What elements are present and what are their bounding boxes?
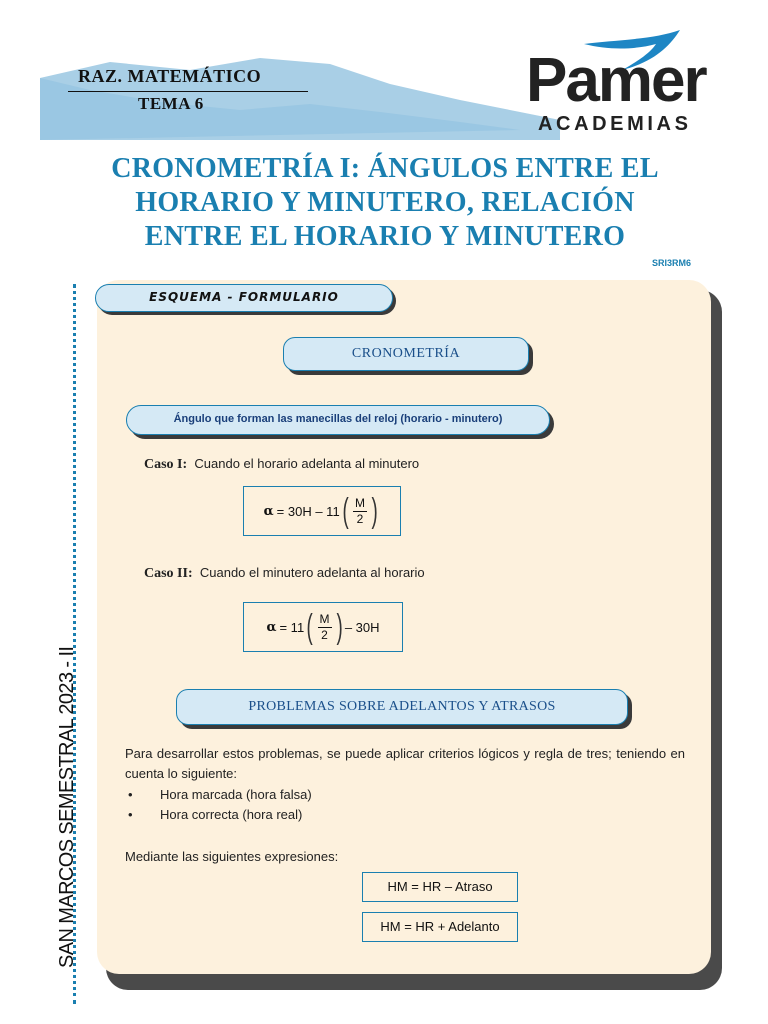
fraction-m-over-2 [353, 496, 367, 527]
fraction-denominator: 2 [321, 627, 328, 642]
fraction-denominator: 2 [356, 511, 364, 526]
title-line-2: HORARIO Y MINUTERO, RELACIÓN [135, 187, 635, 218]
bullet-icon: • [128, 807, 133, 822]
expressions-intro: Mediante las siguientes expresiones: [125, 849, 339, 864]
list-item-text: Hora correcta (hora real) [160, 807, 303, 822]
problemas-intro: Para desarrollar estos problemas, se puede aplicar criterios lógicos y regla de tres; teniendo en cuenta lo siguiente: [125, 746, 685, 781]
caso-1-statement [144, 456, 419, 473]
formula-2-rhs: – 30H [344, 619, 380, 635]
list-item [128, 805, 312, 825]
caso-1-label: Caso I: [144, 457, 188, 472]
header-wave-decoration [0, 40, 560, 140]
subject-label: RAZ. MATEMÁTICO [78, 66, 262, 86]
list-item-text: Hora marcada (hora falsa) [160, 787, 312, 802]
section-header-problemas: PROBLEMAS SOBRE ADELANTOS Y ATRASOS [176, 689, 628, 725]
header-divider [68, 91, 308, 92]
formula-1-lhs: = 30H – 11 [276, 503, 340, 519]
title-line-1: CRONOMETRÍA I: ÁNGULOS ENTRE EL [111, 153, 659, 184]
section-header-cronometria: CRONOMETRÍA [283, 337, 529, 371]
paren-open: ( [342, 492, 349, 530]
caso-1-text: Cuando el horario adelanta al minutero [194, 456, 420, 471]
section-header-angulo: Ángulo que forman las manecillas del reloj (horario - minutero) [126, 405, 550, 435]
paren-close: ) [336, 608, 343, 646]
side-course-label: SAN MARCOS SEMESTRAL 2023 - II [56, 646, 78, 968]
alpha-symbol: α [263, 503, 274, 519]
title-line-3: ENTRE EL HORARIO Y MINUTERO [144, 221, 626, 252]
logo-subtitle: ACADEMIAS [538, 113, 692, 135]
paren-open: ( [306, 608, 313, 646]
document-code: SRI3RM6 [652, 258, 692, 268]
caso-2-label: Caso II: [144, 566, 193, 581]
formula-adelanto: HM = HR + Adelanto [362, 912, 518, 942]
bullet-icon: • [128, 787, 133, 802]
alpha-symbol: α [266, 619, 277, 635]
paren-close: ) [371, 492, 378, 530]
fraction-numerator: M [355, 495, 366, 510]
scheme-tag: ESQUEMA - FORMULARIO [95, 284, 393, 312]
logo-wordmark: Pamer [526, 46, 706, 115]
fraction-numerator: M [319, 611, 330, 626]
caso-2-text: Cuando el minutero adelanta al horario [199, 565, 425, 580]
list-item [128, 785, 312, 805]
caso-2-statement [144, 565, 425, 582]
formula-caso-2 [243, 602, 403, 652]
bullet-list [128, 785, 312, 825]
formula-caso-1 [243, 486, 401, 536]
fraction-m-over-2 [318, 612, 332, 643]
page-title [40, 152, 730, 254]
formula-atraso: HM = HR – Atraso [362, 872, 518, 902]
content-panel [97, 280, 711, 974]
formula-2-lhs: = 11 [279, 619, 305, 635]
topic-label: TEMA 6 [138, 94, 204, 113]
